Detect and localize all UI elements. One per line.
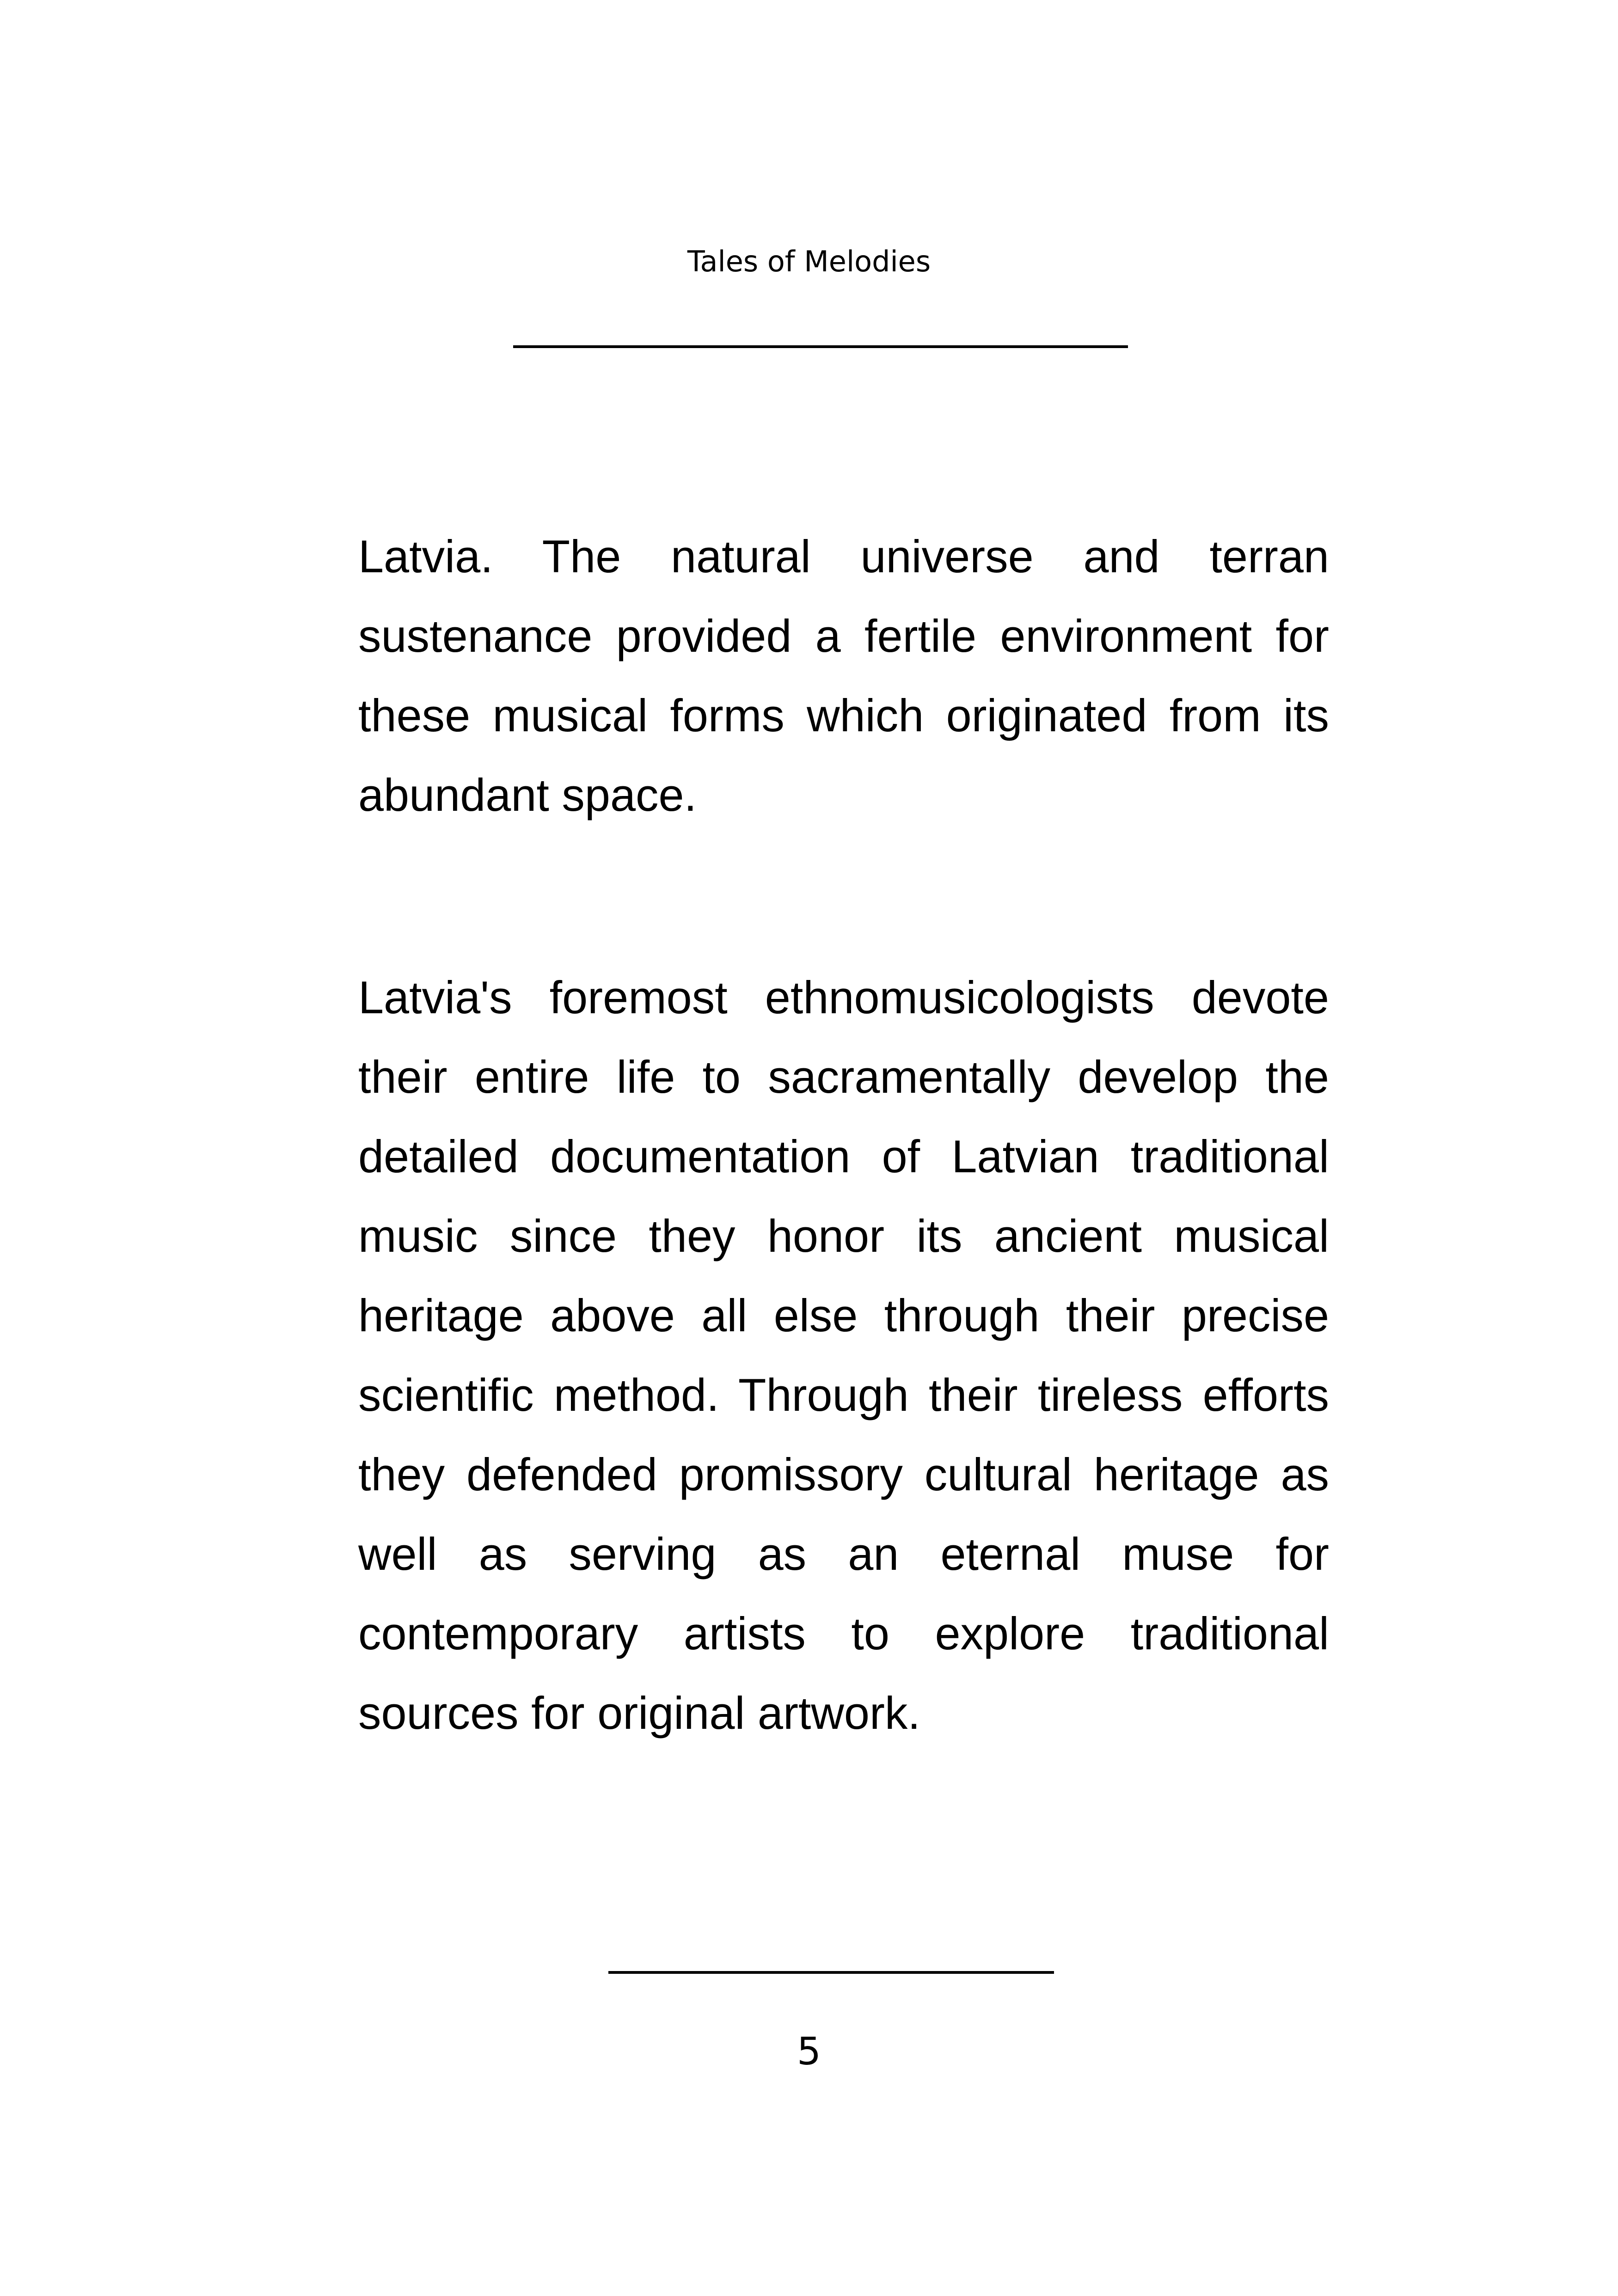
- body-paragraph-2: Latvia's foremost ethnomusicologists devote their entire life to sacramentally develop the detailed documentation of Latvian traditional music since they honor its ancient musical heritage above all else through their precise scientific method. Through their tireless efforts they defended promissory cultural heritage as well as serving as an eternal muse for contemporary artists to explore traditional sources for original artwork.: [358, 972, 1329, 1739]
- running-header-title: Tales of Melodies: [687, 245, 931, 278]
- body-paragraph-1: Latvia. The natural universe and terran sustenance provided a fertile environment for these musical forms which originated from its abundant space.: [358, 531, 1329, 820]
- page-number: 5: [797, 2030, 821, 2074]
- footer-divider: [608, 1971, 1054, 1974]
- header-divider: [513, 345, 1128, 348]
